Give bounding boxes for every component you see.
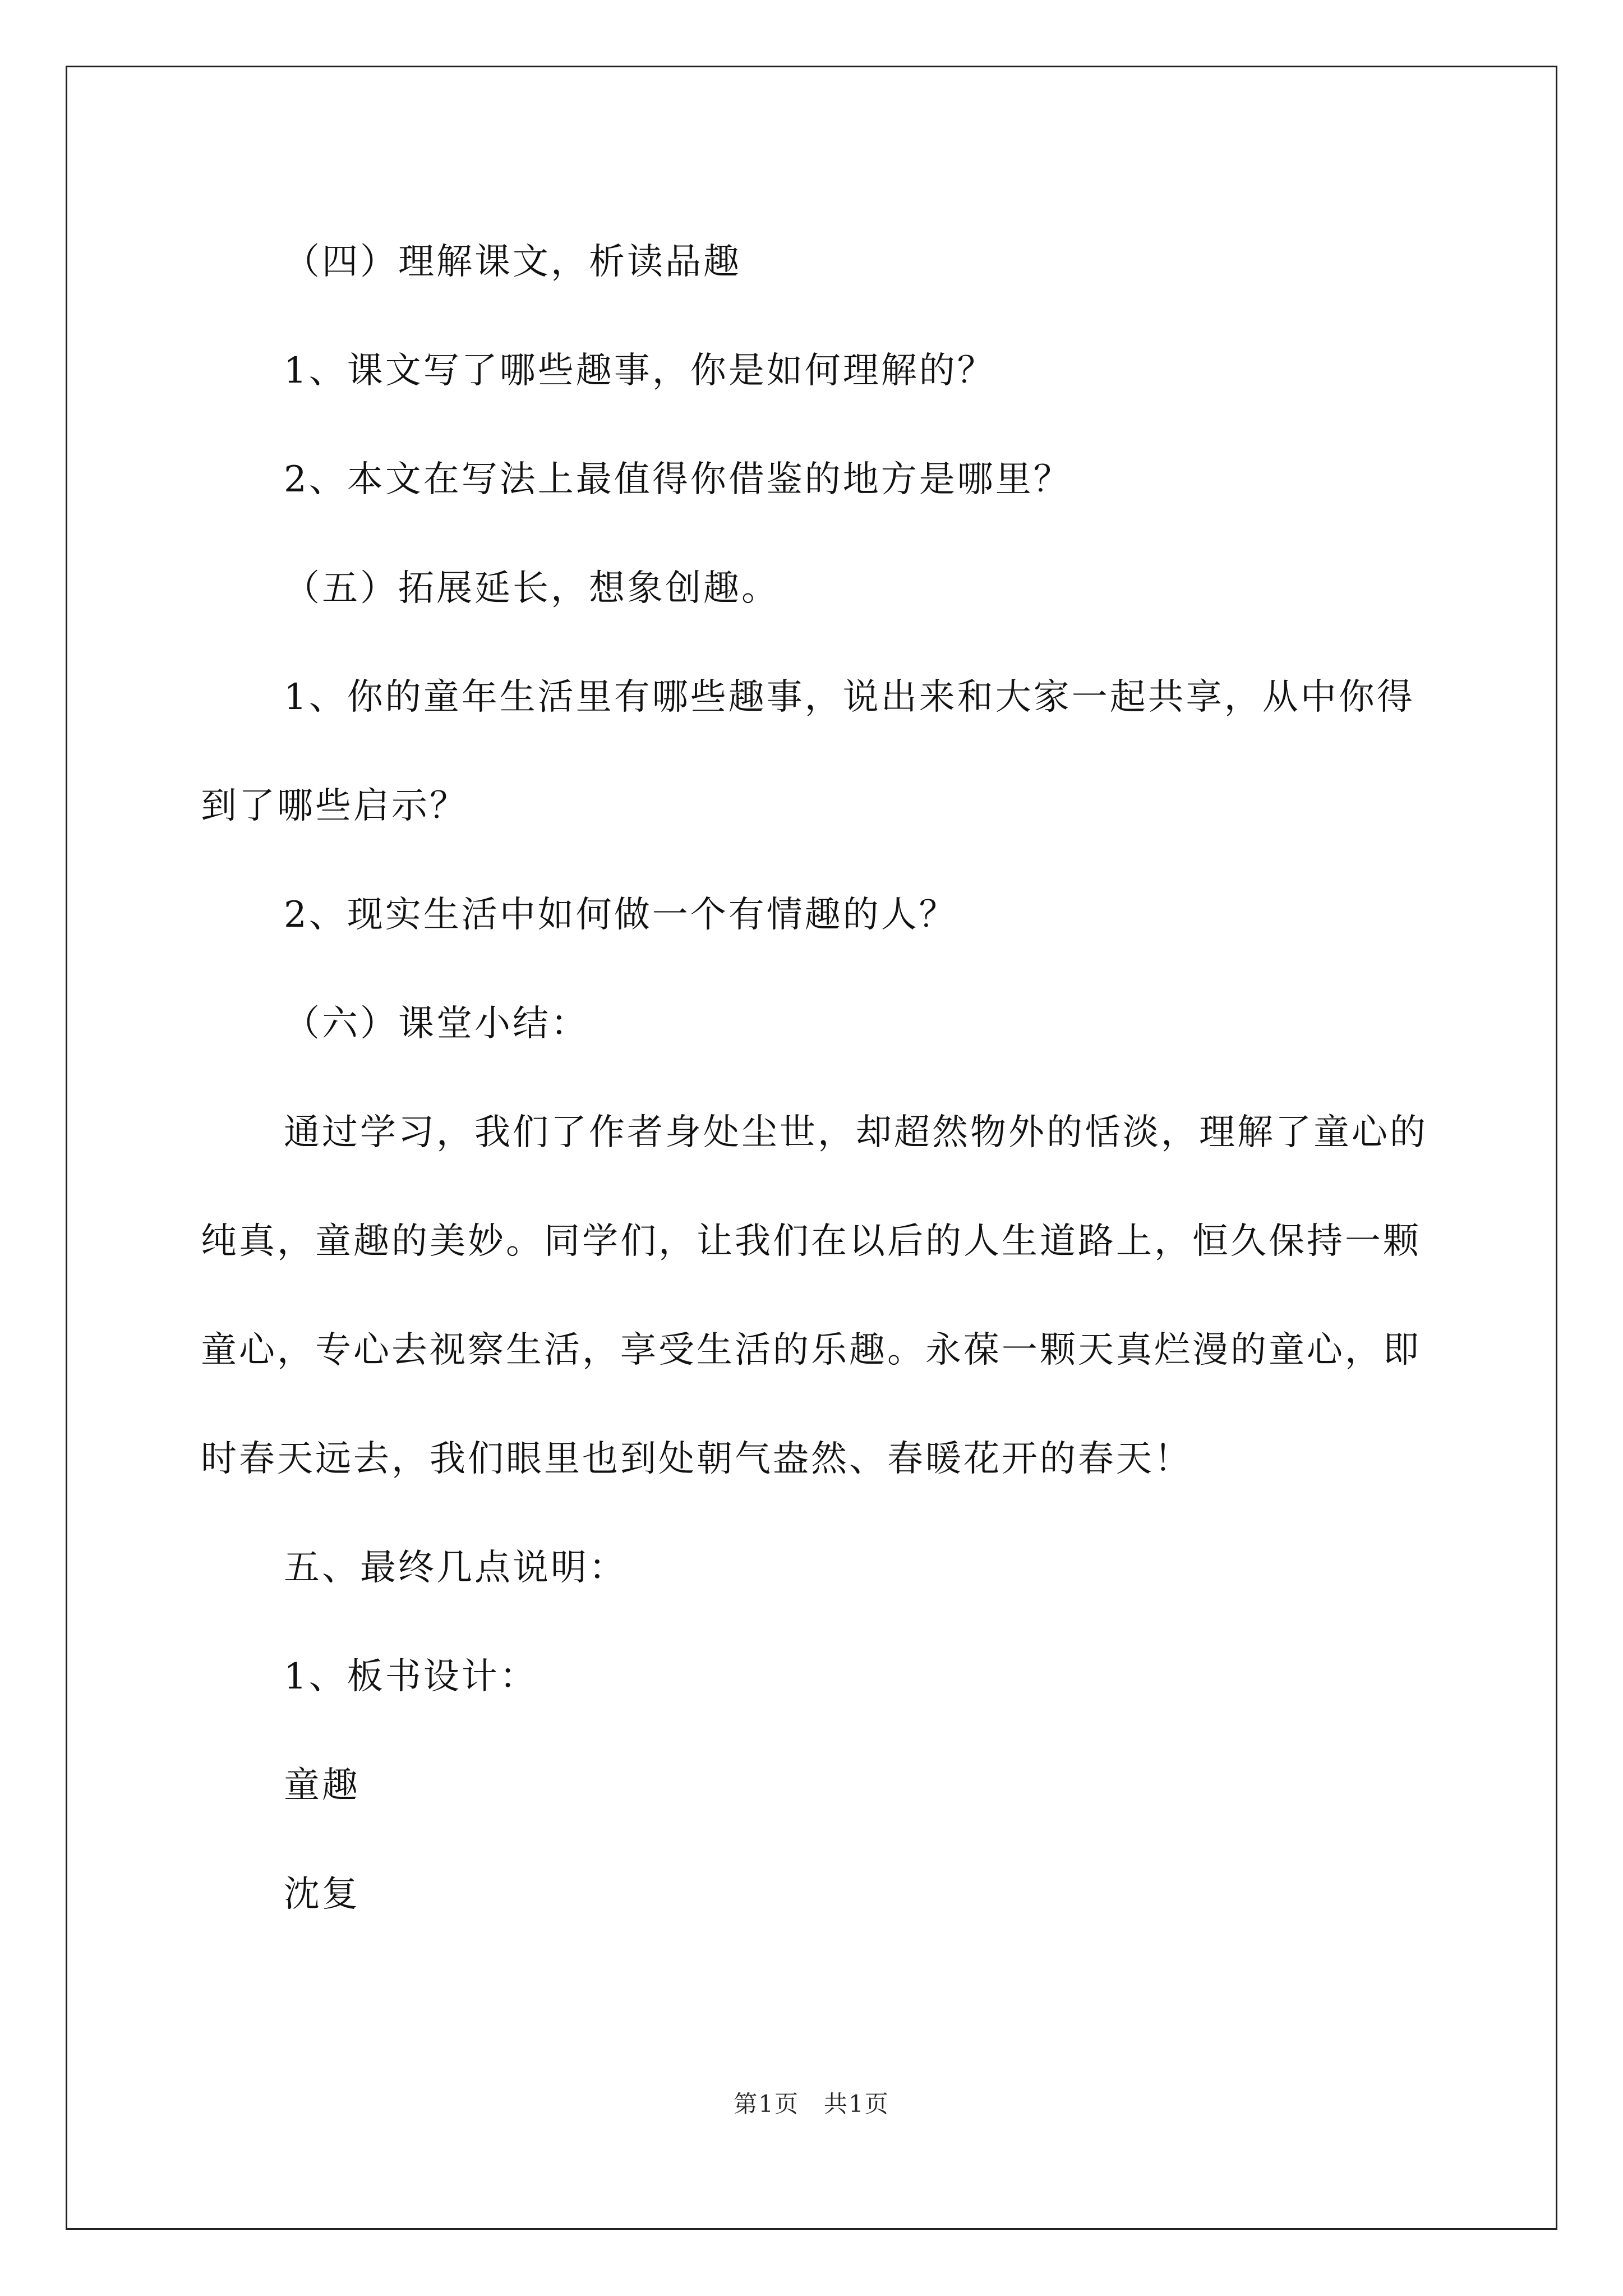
- page-footer: 第1页 共1页: [734, 2090, 889, 2118]
- question-item: 1、你的童年生活里有哪些趣事，说出来和大家一起共享，从中你得到了哪些启示？: [201, 677, 1415, 827]
- question-item: 2、本文在写法上最值得你借鉴的地方是哪里？: [284, 459, 1072, 500]
- board-design-label: 1、板书设计：: [284, 1656, 538, 1697]
- board-design-author: 沈复: [284, 1874, 360, 1915]
- summary-paragraph: 通过学习，我们了作者身处尘世，却超然物外的恬淡，理解了童心的纯真，童趣的美妙。同学们，让我们在以后的人生道路上，恒久保持一颗童心，专心去视察生活，享受生活的乐趣。永葆一颗天真烂漫的童心，即时春天远去，我们眼里也到处朝气盎然、春暖花开的春天！: [201, 1112, 1428, 1480]
- document-body: [201, 208, 1435, 1949]
- section-heading-six: （六）课堂小结：: [284, 1003, 589, 1045]
- section-heading-four: （四）理解课文，析读品趣: [284, 241, 741, 283]
- question-item: 2、现实生活中如何做一个有情趣的人？: [284, 894, 957, 936]
- question-item: 1、课文写了哪些趣事，你是如何理解的？: [284, 350, 995, 392]
- section-heading-notes: 五、最终几点说明：: [284, 1547, 627, 1589]
- board-design-title: 童趣: [284, 1765, 360, 1806]
- section-heading-five: （五）拓展延长，想象创趣。: [284, 568, 780, 609]
